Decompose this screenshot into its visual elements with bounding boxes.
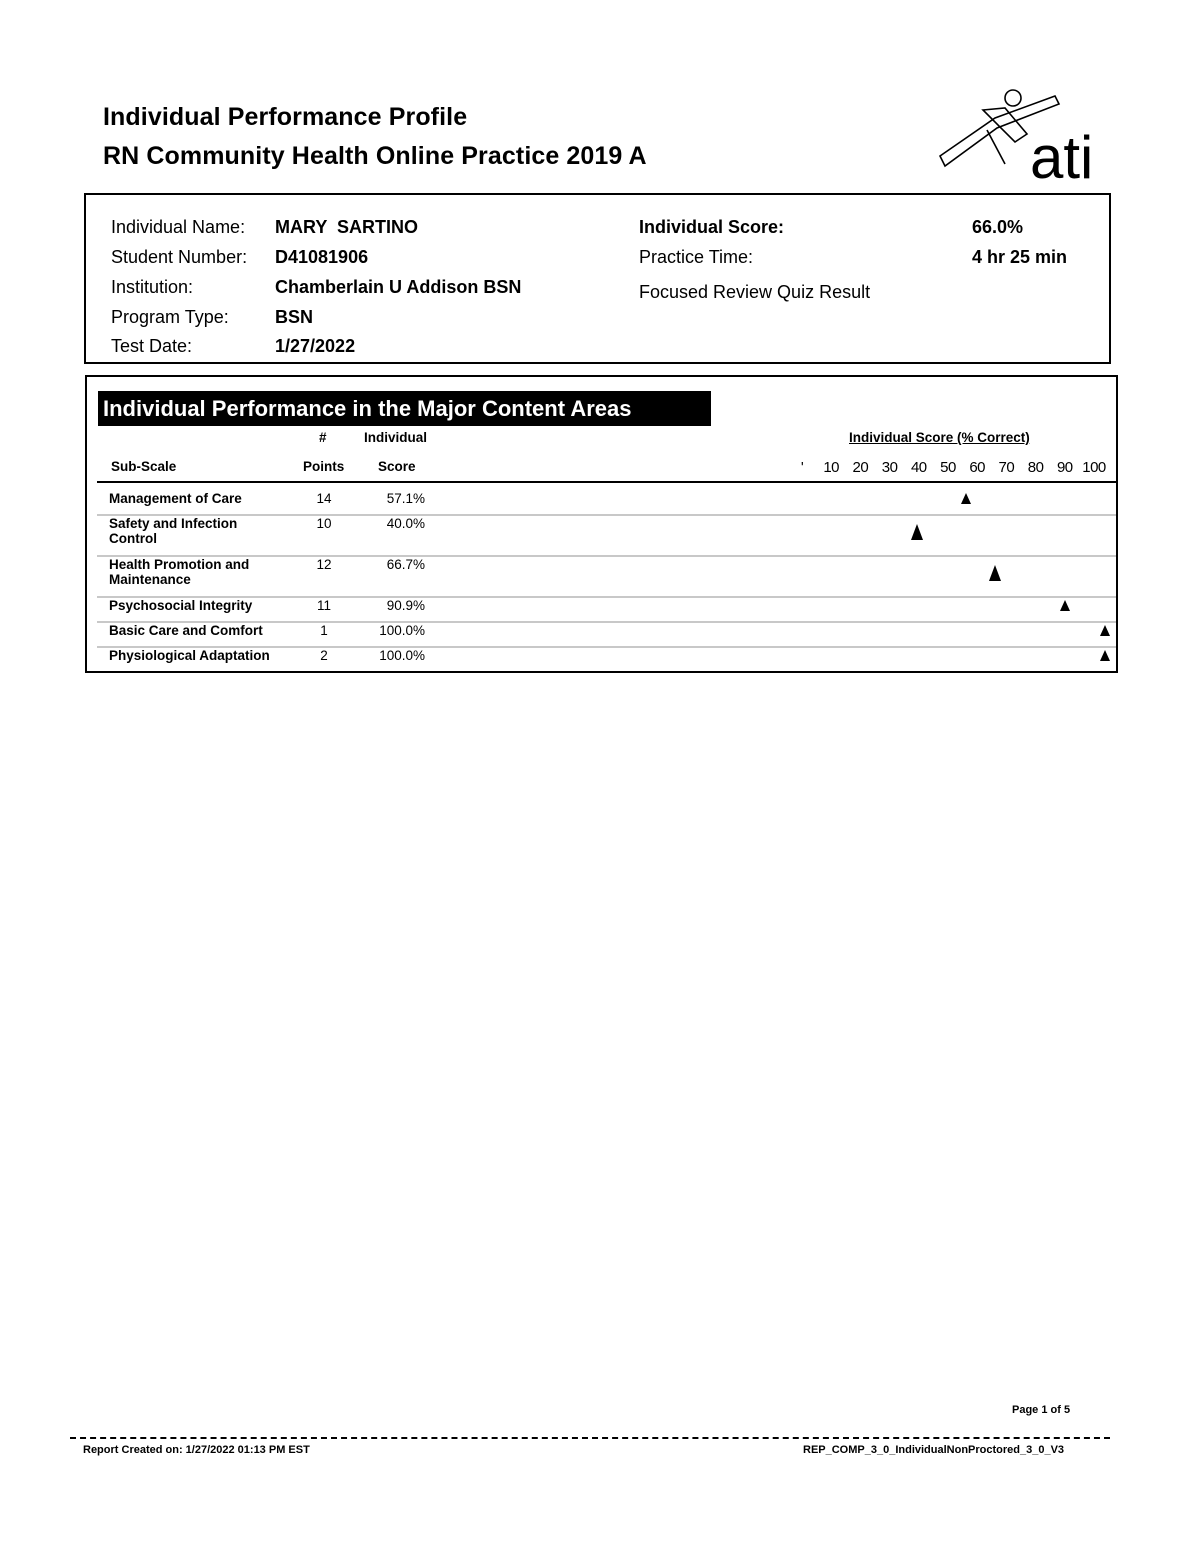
subscale-score: 90.9% (386, 598, 425, 613)
practice-time-value: 4 hr 25 min (972, 247, 1068, 267)
student-number-value: D41081906 (275, 247, 369, 267)
subscale-score: 66.7% (386, 557, 425, 572)
report-title: Individual Performance Profile (103, 103, 468, 131)
report-created: Report Created on: 1/27/2022 01:13 PM EST (83, 1444, 310, 1456)
subscale-score: 57.1% (386, 491, 425, 506)
score-marker (911, 524, 923, 540)
practice-time-label: Practice Time: (639, 247, 754, 267)
subscale-score: 40.0% (386, 516, 425, 531)
ati-logo-text: ati (1030, 124, 1094, 186)
section-title: Individual Performance in the Major Content Areas (98, 391, 711, 426)
ati-logo (935, 86, 1107, 186)
program-type-value: BSN (275, 307, 314, 327)
program-type-label: Program Type: (111, 307, 229, 327)
score-marker (961, 493, 971, 504)
subscale-points: 1 (320, 623, 328, 638)
points-header-top: # (319, 430, 327, 445)
axis-tick-0: ' (800, 459, 804, 476)
subscale-name: Basic Care and Comfort (109, 623, 263, 638)
score-label: Individual Score: (639, 217, 785, 237)
subscale-points: 12 (316, 557, 332, 572)
performance-table (85, 375, 1118, 673)
axis-tick-9: 90 (1056, 459, 1073, 476)
student-info-box (84, 193, 1111, 364)
subscale-name: Management of Care (109, 491, 242, 506)
subscale-points: 10 (316, 516, 332, 531)
axis-tick-1: 10 (823, 459, 840, 476)
focused-review-label: Focused Review Quiz Result (639, 282, 871, 302)
page-number: Page 1 of 5 (1012, 1404, 1071, 1416)
subscale-points: 14 (316, 491, 332, 506)
axis-tick-3: 30 (881, 459, 898, 476)
score-header-top: Individual (364, 430, 428, 445)
axis-tick-6: 60 (969, 459, 986, 476)
subscale-score: 100.0% (379, 623, 425, 638)
score-marker (1060, 600, 1070, 611)
subscale-name: Health Promotion and Maintenance (109, 557, 250, 587)
subscale-header: Sub-Scale (111, 459, 177, 474)
header-rule (97, 481, 1116, 483)
axis-tick-5: 50 (940, 459, 956, 476)
axis-tick-2: 20 (852, 459, 869, 476)
institution-value: Chamberlain U Addison BSN (275, 277, 522, 297)
name-value: MARY SARTINO (275, 217, 419, 237)
subscale-points: 2 (320, 648, 328, 663)
score-value: 66.0% (972, 217, 1024, 237)
student-number-label: Student Number: (111, 247, 248, 267)
name-label: Individual Name: (111, 217, 246, 237)
report-id: REP_COMP_3_0_IndividualNonProctored_3_0_V3 (803, 1444, 1065, 1456)
axis-tick-7: 70 (998, 459, 1015, 476)
chart-title: Individual Score (% Correct) (849, 430, 1030, 445)
subscale-name: Physiological Adaptation (109, 648, 270, 663)
test-date-value: 1/27/2022 (275, 336, 356, 356)
score-marker (989, 565, 1001, 581)
score-marker (1100, 625, 1110, 636)
axis-tick-8: 80 (1027, 459, 1044, 476)
subscale-score: 100.0% (379, 648, 425, 663)
subscale-points: 11 (316, 598, 331, 613)
score-marker (1100, 650, 1110, 661)
institution-label: Institution: (111, 277, 194, 297)
test-date-label: Test Date: (111, 336, 193, 356)
report-subtitle: RN Community Health Online Practice 2019 A (103, 142, 647, 170)
axis-tick-4: 40 (910, 459, 927, 476)
subscale-name: Psychosocial Integrity (109, 598, 253, 613)
score-header: Score (378, 459, 416, 474)
footer-divider (70, 1437, 1110, 1439)
axis-tick-10: 100 (1082, 459, 1106, 476)
subscale-name: Safety and Infection Control (109, 516, 238, 546)
points-header: Points (303, 459, 345, 474)
